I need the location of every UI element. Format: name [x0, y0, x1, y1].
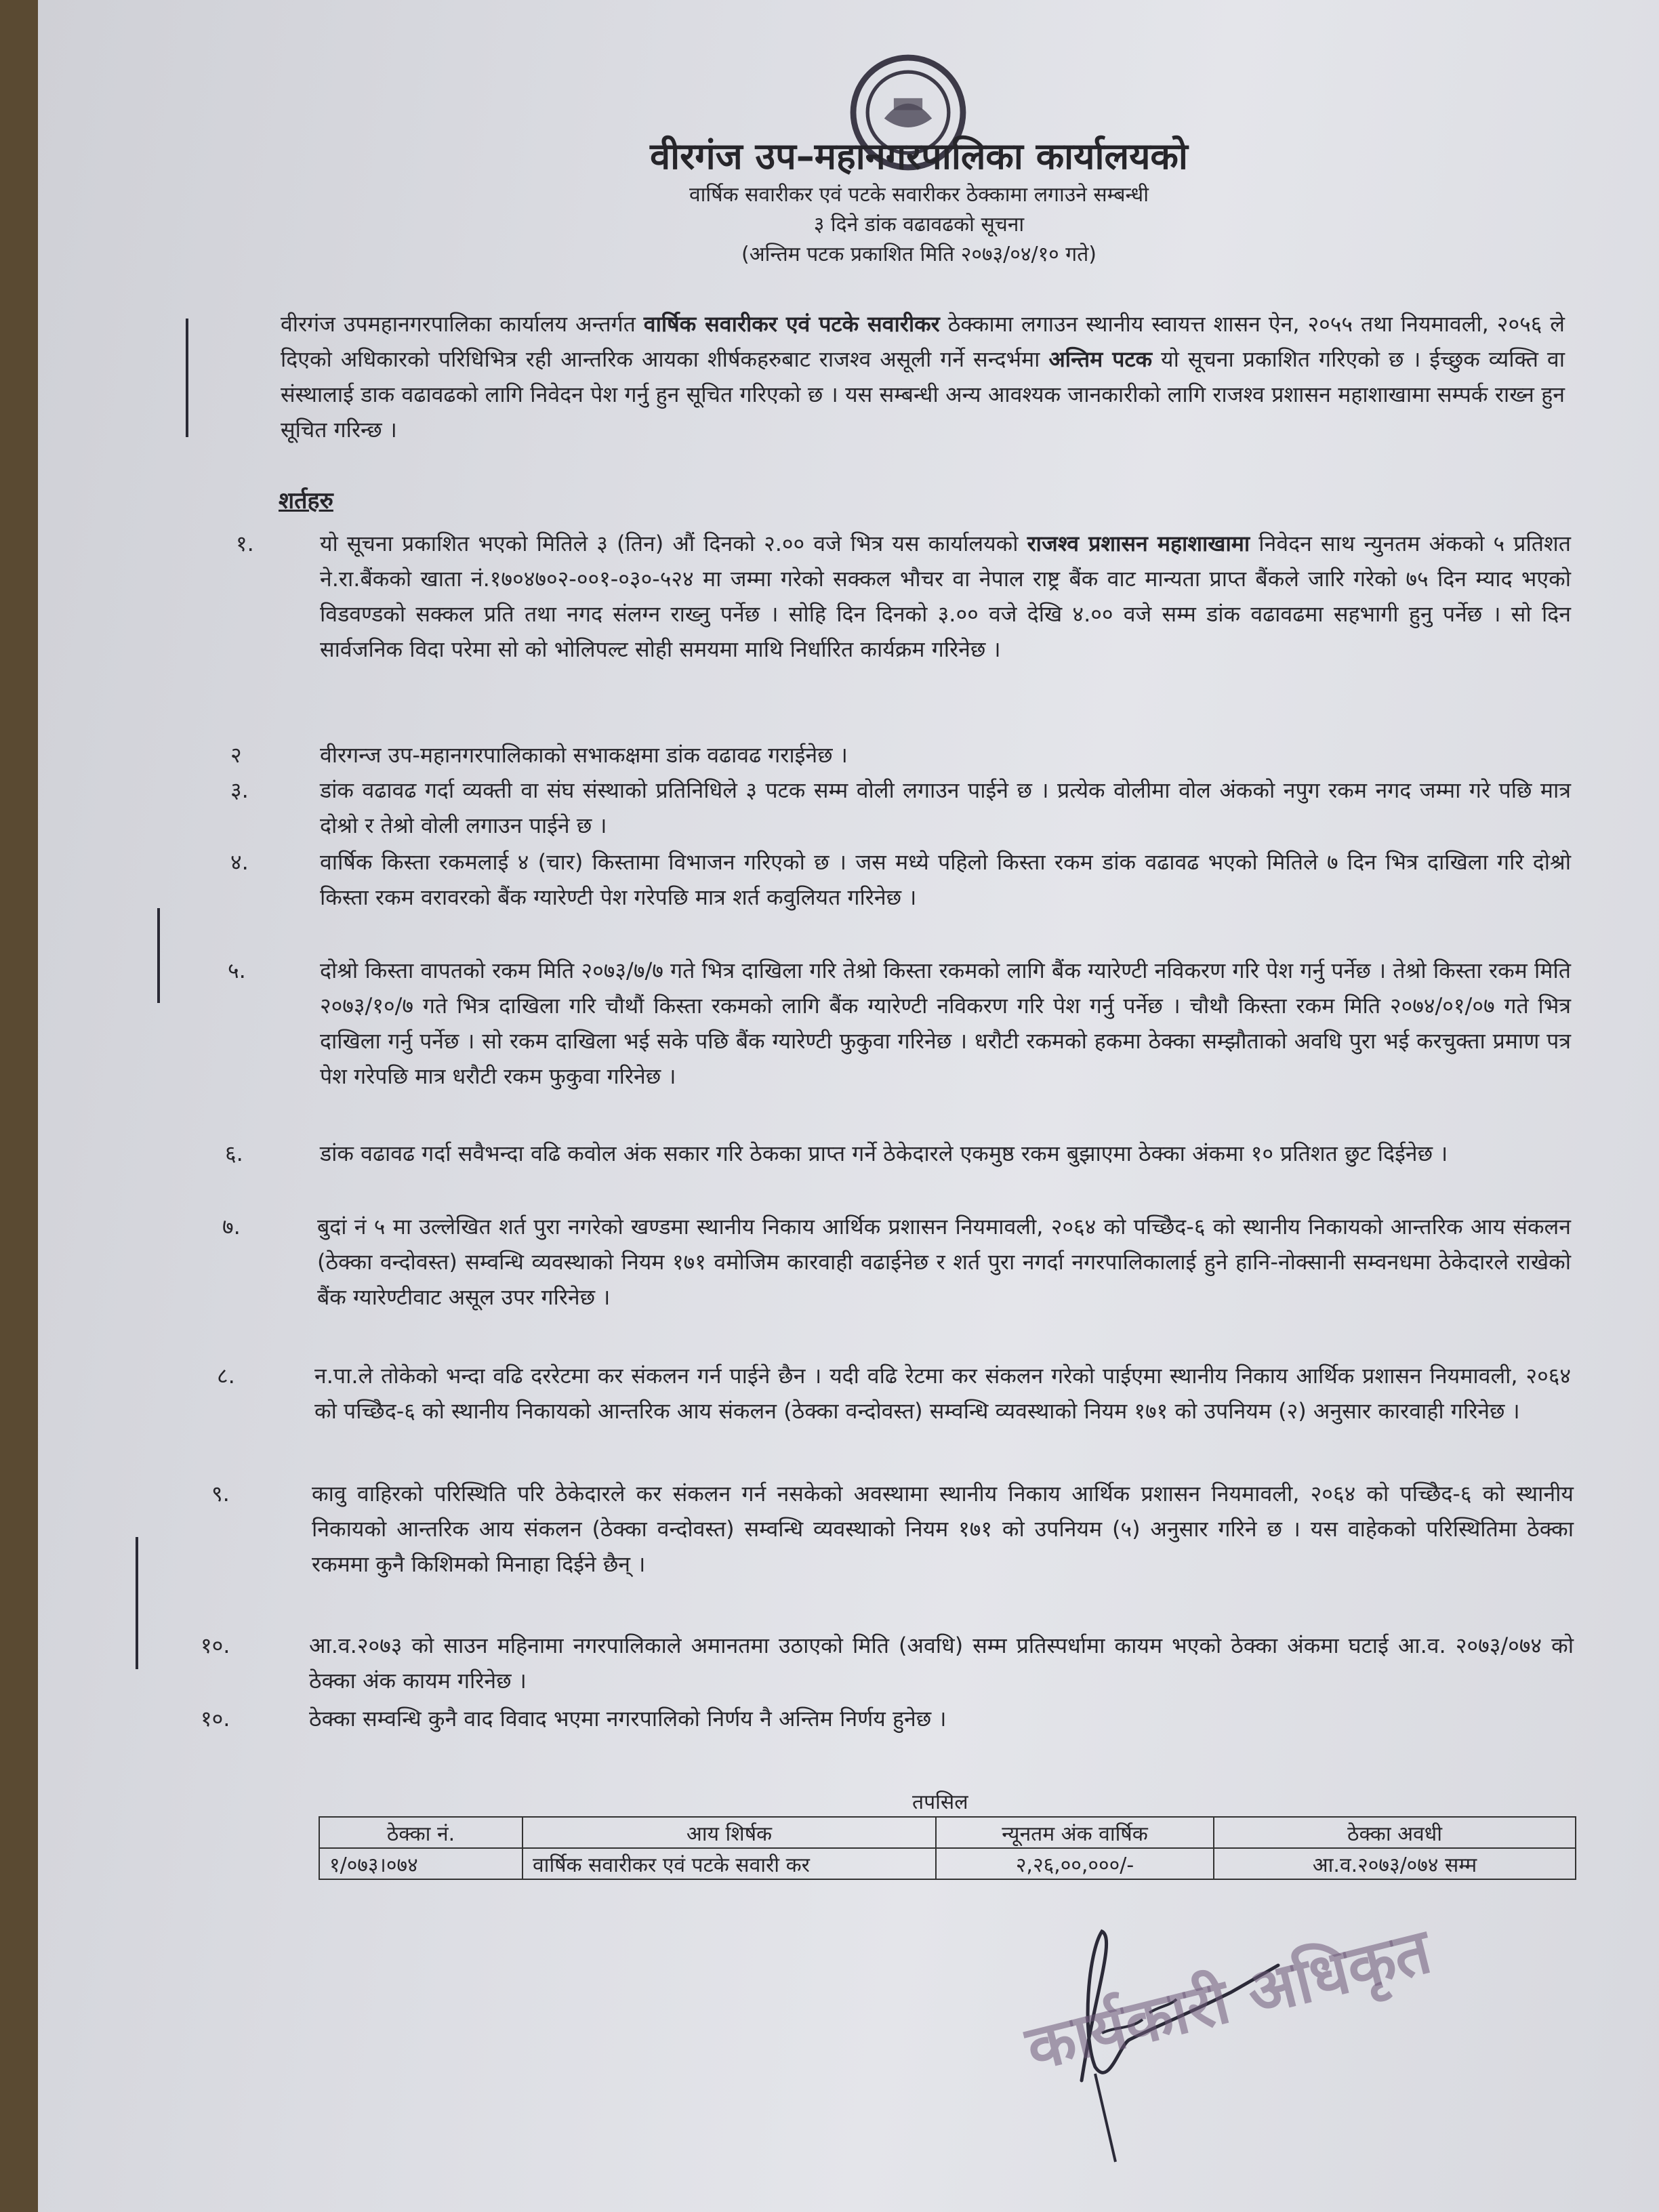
term-text: बुदां नं ५ मा उल्लेखित शर्त पुरा नगरेको खण्डमा स्थानीय निकाय आर्थिक प्रशासन नियमावली, २०६४ को पच्छिेद-६ को स्थानीय निकायको आन्तरिक आय संकलन (ठेक्का वन्दोवस्त) सम्वन्धि व्यवस्थाको नियम १७१ वमोजिम कारवाही वढाईनेछ र शर्त पुरा नगर्दा नगरपालिकालाई हुने हानि-नोक्सानी सम्वनधमा ठेकेदारले राखेको बैंक ग्यारेण्टीवाट असूल उपर गरिनेछ । [317, 1214, 1571, 1310]
term-number: ८. [217, 1363, 235, 1389]
term-text: कावु वाहिरको परिस्थिति परि ठेकेदारले कर संकलन गर्न नसकेको अवस्थामा स्थानीय निकाय आर्थिक प्रशासन नियमावली, २०६४ को पच्छिेद-६ को स्थानीय निकायको आन्तरिक आय संकलन (ठेक्का वन्दोवस्त) सम्वन्धि व्यवस्थाको नियम १७१ को उपनियम (५) अनुसार गरिने छ । यस वाहेकको परिस्थितिमा ठेक्का रकममा कुनै किशिमको मिनाहा दिईने छैन् । [312, 1481, 1574, 1577]
term-text: आ.व.२०७३ को साउन महिनामा नगरपालिकाले अमानतमा उठाएको मिति (अवधि) सम्म प्रतिस्पर्धामा कायम भएको ठेक्का अंकमा घटाई आ.व. २०७३/०७४ को ठेक्का अंक कायम गरिनेछ । [309, 1633, 1574, 1694]
term-number: २ [230, 742, 242, 768]
term-number: ७. [222, 1214, 241, 1240]
terms-heading: शर्तहरु [279, 487, 333, 514]
term-text-part: निवेदन साथ न्युनतम अंकको ५ प्रतिशत ने.रा.बैंकको खाता नं.१७०४७०२-००१-०३०-५२४ मा जम्मा गरेको सक्कल भौचर वा नेपाल राष्ट्र बैंक वाट मान्यता प्राप्त बैंकले जारि गरेको ७५ दिन म्याद भएको विडवण्डको सक्कल प्रति तथा नगद संलग्न राख्नु पर्नेछ । सोहि दिन दिनको ३.०० वजे देखि ४.०० वजे सम्म डांक वढावढमा सहभागी हुनु पर्नेछ । सो दिन सार्वजनिक विदा परेमा सो को भोलिपल्ट सोही समयमा माथि निर्धारित कार्यक्रम गरिनेछ । [320, 531, 1571, 662]
table-header-cell: ठेक्का अवधी [1214, 1817, 1576, 1848]
table-cell: १/०७३।०७४ [319, 1848, 523, 1879]
term-number: ५. [228, 958, 246, 983]
intro-paragraph [281, 306, 1565, 447]
term-number: १. [236, 531, 254, 556]
term-number: ६. [225, 1141, 243, 1166]
table-header-row [319, 1817, 1576, 1848]
document-page [38, 0, 1659, 2212]
term-bold-text: राजश्व प्रशासन महाशाखामा [1027, 531, 1250, 556]
term-text: दोश्रो किस्ता वापतको रकम मिति २०७३/७/७ गते भित्र दाखिला गरि तेश्रो किस्ता रकमको लागि बैंक ग्यारेण्टी नविकरण गरि पेश गर्नु पर्नेछ । तेश्रो किस्ता रकम मिति २०७३/१०/७ गते भित्र दाखिला गरि चौथौं किस्ता रकमको लागि बैंक ग्यारेण्टी नविकरण गरि पेश गर्नु पर्नेछ । चौथौ किस्ता रकम मिति २०७४/०१/०७ गते भित्र दाखिला गर्नु पर्नेछ । सो रकम दाखिला भई सके पछि बैंक ग्यारेण्टी फुकुवा गरिनेछ । धरौटी रकमको हकमा ठेक्का सम्झौताको अवधि पुरा भई करचुक्ता प्रमाण पत्र पेश गरेपछि मात्र धरौटी रकम फुकुवा गरिनेछ । [320, 958, 1571, 1089]
table-row [319, 1848, 1576, 1879]
intro-text: यो सूचना प्रकाशित गरिएको छ । ईच्छुक व्यक्ति वा संस्थालाई डाक वढावढको लागि निवेदन पेश गर्नु हुन सूचित गरिएको छ । यस सम्बन्धी अन्य आवश्यक जानकारीको लागि राजश्व प्रशासन महाशाखामा सम्पर्क राख्न हुन सूचित गरिन्छ । [281, 346, 1565, 443]
notice-subject: वार्षिक सवारीकर एवं पटके सवारीकर ठेक्कामा लगाउने सम्बन्धी [689, 183, 1149, 207]
term-number: १०. [201, 1706, 230, 1732]
term-text-part: यो सूचना प्रकाशित भएको मितिले ३ (तिन) औं दिनको २.०० वजे भित्र यस कार्यालयको [320, 531, 1019, 556]
term-number: १०. [201, 1633, 230, 1658]
table-header-cell: आय शिर्षक [523, 1817, 936, 1848]
table-header-cell: ठेक्का नं. [319, 1817, 523, 1848]
margin-line [186, 319, 188, 437]
stamp-text: कार्यकारी अधिकृत [1019, 1914, 1438, 2085]
office-title: वीरगंज उप–महानगरपालिका कार्यालयको [650, 135, 1188, 178]
publication-date: (अन्तिम पटक प्रकाशित मिति २०७३/०४/१० गते) [741, 243, 1097, 266]
table-cell: आ.व.२०७३/०७४ सम्म [1214, 1848, 1576, 1879]
intro-text: वीरगंज उपमहानगरपालिका कार्यालय अन्तर्गत [281, 311, 636, 337]
table-header-cell: न्यूनतम अंक वार्षिक [936, 1817, 1214, 1848]
term-text [320, 526, 1571, 667]
term-text: ठेक्का सम्वन्धि कुनै वाद विवाद भएमा नगरपालिको निर्णय नै अन्तिम निर्णय हुनेछ । [309, 1706, 947, 1732]
notice-header [512, 133, 1326, 270]
margin-line [136, 1537, 138, 1669]
intro-bold-text: वार्षिक सवारीकर एवं पटके सवारीकर [643, 311, 940, 337]
term-text: डांक वढावढ गर्दा व्यक्ती वा संघ संस्थाको प्रतिनिधिले ३ पटक सम्म वोली लगाउन पाईने छ । प्रत्येक वोलीमा वोल अंकको नपुग रकम नगद जम्मा गरे पछि मात्र दोश्रो र तेश्रो वोली लगाउन पाईने छ । [320, 777, 1571, 838]
term-text: न.पा.ले तोकेको भन्दा वढि दररेटमा कर संकलन गर्न पाईने छैन । यदी वढि रेटमा कर संकलन गरेको पाईएमा स्थानीय निकाय आर्थिक प्रशासन नियमावली, २०६४ को पच्छिेद-६ को स्थानीय निकायको आन्तरिक आय संकलन (ठेक्का वन्दोवस्त) सम्वन्धि व्यवस्थाको नियम १७१ को उपनियम (२) अनुसार कारवाही गरिनेछ । [314, 1363, 1571, 1424]
margin-line [157, 908, 160, 1003]
table-cell: वार्षिक सवारीकर एवं पटके सवारी कर [523, 1848, 936, 1879]
term-number: ४. [230, 849, 249, 875]
intro-text: ठेक्कामा लगाउन स्थानीय स्वायत्त शासन ऐन, २०५५ तथा नियमावली, २०५६ ले दिएको अधिकारको परिधिभित्र रही आन्तरिक आयका शीर्षकहरुबाट राजश्व असूली गर्ने सन्दर्भमा [281, 311, 1565, 372]
table-caption: तपसिल [912, 1790, 968, 1814]
notice-title: ३ दिने डांक वढावढको सूचना [813, 213, 1025, 237]
term-text: वीरगन्ज उप-महानगरपालिकाको सभाकक्षमा डांक वढावढ गराईनेछ । [320, 742, 848, 768]
term-text: वार्षिक किस्ता रकमलाई ४ (चार) किस्तामा विभाजन गरिएको छ । जस मध्ये पहिलो किस्ता रकम डांक वढावढ भएको मितिले ७ दिन भित्र दाखिला गरि दोश्रो किस्ता रकम वरावरको बैंक ग्यारेण्टी पेश गरेपछि मात्र शर्त कवुलियत गरिनेछ । [320, 849, 1571, 910]
term-text: डांक वढावढ गर्दा सवैभन्दा वढि कवोल अंक सकार गरि ठेकका प्राप्त गर्ने ठेकेदारले एकमुष्ठ रकम बुझाएमा ठेक्का अंकमा १० प्रतिशत छुट दिईनेछ । [320, 1141, 1448, 1166]
term-number: ३. [230, 777, 249, 803]
term-number: ९. [211, 1481, 230, 1507]
table-cell: २,२६,००,०००/- [936, 1848, 1214, 1879]
intro-bold-text: अन्तिम पटक [1048, 346, 1153, 372]
contract-table [319, 1816, 1576, 1880]
